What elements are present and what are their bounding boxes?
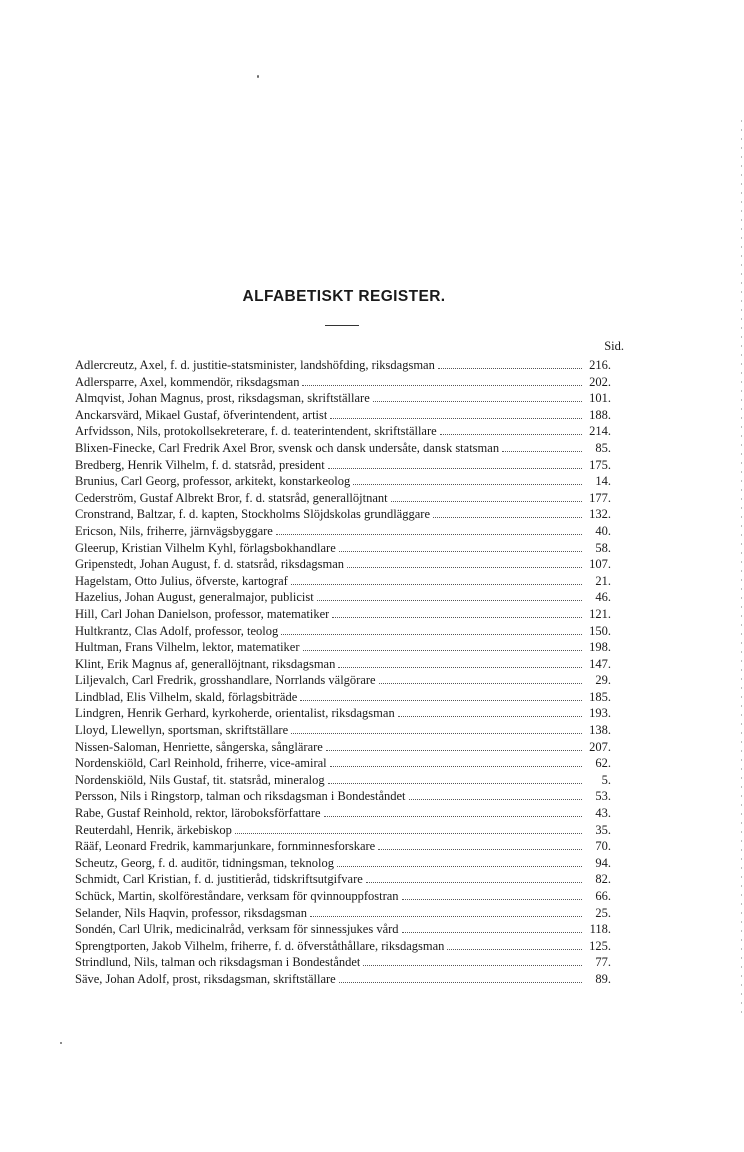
entry-text: Nordenskiöld, Carl Reinhold, friherre, vice-amiral <box>75 756 327 771</box>
dot-leader <box>379 683 582 684</box>
entry-page-number: 185. <box>589 689 611 704</box>
dot-leader <box>338 667 582 668</box>
dot-leader <box>447 949 582 950</box>
dot-leader <box>330 418 582 419</box>
entry-text: Klint, Erik Magnus af, generallöjtnant, riksdagsman <box>75 656 336 671</box>
dot-leader <box>433 517 582 518</box>
entry-text: Nordenskiöld, Nils Gustaf, tit. statsråd, mineralog <box>75 772 325 787</box>
page-title: ALFABETISKT REGISTER. <box>242 288 446 305</box>
entry-page-number: 62. <box>595 756 611 771</box>
dot-leader <box>328 783 582 784</box>
register-entry <box>75 855 611 872</box>
dot-leader <box>502 451 582 452</box>
entry-page-number: 58. <box>595 540 611 555</box>
dot-leader <box>402 932 582 933</box>
entry-text: Brunius, Carl Georg, professor, arkitekt, konstarkeolog <box>75 474 351 489</box>
entry-page-number: 94. <box>595 855 611 870</box>
register-entry <box>75 672 611 689</box>
dot-leader <box>366 882 582 883</box>
entry-text: Reuterdahl, Henrik, ärkebiskop <box>75 822 232 837</box>
register-entry <box>75 838 611 855</box>
entry-text: Liljevalch, Carl Fredrik, grosshandlare, Norrlands välgörare <box>75 673 376 688</box>
register-entry <box>75 788 611 805</box>
entry-page-number: 198. <box>589 640 611 655</box>
register-entry <box>75 374 611 391</box>
dot-leader <box>332 617 582 618</box>
dot-leader <box>373 401 582 402</box>
dot-leader <box>378 849 582 850</box>
register-entry <box>75 506 611 523</box>
register-entry <box>75 623 611 640</box>
dot-leader <box>326 750 582 751</box>
entry-text: Hazelius, Johan August, generalmajor, publicist <box>75 590 314 605</box>
register-entry <box>75 656 611 673</box>
entry-page-number: 216. <box>589 358 611 372</box>
register-entry <box>75 407 611 424</box>
entry-text: Gleerup, Kristian Vilhelm Kyhl, förlagsbokhandlare <box>75 540 336 555</box>
entry-text: Schück, Martin, skolföreståndare, verksam för qvinnouppfostran <box>75 889 399 903</box>
register-entry <box>75 606 611 623</box>
register-entry <box>75 639 611 656</box>
dot-leader <box>330 766 582 767</box>
entry-page-number: 147. <box>589 656 611 671</box>
entry-page-number: 21. <box>595 573 611 588</box>
dot-leader <box>291 584 582 585</box>
dot-leader <box>438 368 582 369</box>
dot-leader <box>291 733 582 734</box>
register-entry <box>75 573 611 590</box>
dot-leader <box>440 434 582 435</box>
entry-page-number: 177. <box>589 490 611 505</box>
entry-page-number: 101. <box>589 391 611 406</box>
entry-page-number: 5. <box>601 772 611 787</box>
entry-page-number: 43. <box>595 806 611 821</box>
entry-page-number: 70. <box>595 839 611 854</box>
dot-leader <box>339 551 582 552</box>
entry-page-number: 175. <box>589 457 611 472</box>
dot-leader <box>353 484 582 485</box>
dot-leader <box>347 567 582 568</box>
entry-text: Sondén, Carl Ulrik, medicinalråd, verksam för sinnessjukes vård <box>75 922 399 937</box>
dot-leader <box>317 600 582 601</box>
entry-text: Nissen-Saloman, Henriette, sångerska, sånglärare <box>75 739 323 754</box>
register-entry <box>75 540 611 557</box>
entry-page-number: 25. <box>595 905 611 920</box>
register-entry <box>75 423 611 440</box>
entry-text: Hultman, Frans Vilhelm, lektor, matematiker <box>75 640 300 655</box>
register-entry <box>75 805 611 822</box>
dot-leader <box>235 833 582 834</box>
entry-text: Hagelstam, Otto Julius, öfverste, kartograf <box>75 573 288 588</box>
entry-text: Rääf, Leonard Fredrik, kammarjunkare, fornminnesforskare <box>75 839 376 854</box>
entry-text: Selander, Nils Haqvin, professor, riksdagsman <box>75 905 307 920</box>
register-entry <box>75 739 611 756</box>
entry-page-number: 188. <box>589 407 611 422</box>
entry-text: Anckarsvärd, Mikael Gustaf, öfverintendent, artist <box>75 407 328 422</box>
entry-text: Sprengtporten, Jakob Vilhelm, friherre, f. d. öfverståthållare, riksdagsman <box>75 938 445 953</box>
dot-leader <box>276 534 582 535</box>
register-entry <box>75 473 611 490</box>
register-entry <box>75 905 611 922</box>
register-entry <box>75 357 611 374</box>
entry-page-number: 29. <box>595 673 611 688</box>
entry-page-number: 35. <box>595 822 611 837</box>
dot-leader <box>302 385 582 386</box>
entry-page-number: 46. <box>595 590 611 605</box>
register-entry <box>75 440 611 457</box>
entry-page-number: 66. <box>595 889 611 903</box>
entry-page-number: 107. <box>589 557 611 572</box>
entry-page-number: 40. <box>595 523 611 538</box>
entry-text: Lloyd, Llewellyn, sportsman, skriftställare <box>75 723 289 738</box>
dot-leader <box>398 716 582 717</box>
entry-text: Schmidt, Carl Kristian, f. d. justitieråd, tidskriftsutgifvare <box>75 872 363 887</box>
title-rule <box>325 325 359 326</box>
register-entry <box>75 888 611 905</box>
entry-text: Strindlund, Nils, talman och riksdagsman i Bondeståndet <box>75 955 361 970</box>
entry-page-number: 85. <box>595 440 611 455</box>
entry-text: Persson, Nils i Ringstorp, talman och riksdagsman i Bondeståndet <box>75 789 406 804</box>
entry-text: Almqvist, Johan Magnus, prost, riksdagsman, skriftställare <box>75 391 370 406</box>
entry-page-number: 138. <box>589 723 611 738</box>
dot-leader <box>303 650 582 651</box>
entry-text: Hill, Carl Johan Danielson, professor, matematiker <box>75 606 330 621</box>
dot-leader <box>281 634 582 635</box>
register-entry <box>75 490 611 507</box>
register-list <box>75 357 611 988</box>
entry-text: Gripenstedt, Johan August, f. d. statsråd, riksdagsman <box>75 557 345 572</box>
entry-text: Bredberg, Henrik Vilhelm, f. d. statsråd, president <box>75 457 325 472</box>
entry-page-number: 132. <box>589 507 611 522</box>
entry-page-number: 202. <box>589 374 611 389</box>
dot-leader <box>337 866 582 867</box>
entry-text: Lindblad, Elis Vilhelm, skald, förlagsbiträde <box>75 689 298 704</box>
register-entry <box>75 523 611 540</box>
dot-leader <box>300 700 582 701</box>
register-entry <box>75 556 611 573</box>
page-edge-marks <box>741 120 742 1020</box>
entry-page-number: 193. <box>589 706 611 721</box>
entry-page-number: 125. <box>589 938 611 953</box>
entry-text: Hultkrantz, Clas Adolf, professor, teolog <box>75 623 279 638</box>
register-entry <box>75 772 611 789</box>
page-column-header: Sid. <box>604 339 624 353</box>
register-entry <box>75 971 611 988</box>
entry-page-number: 214. <box>589 424 611 439</box>
register-entry <box>75 689 611 706</box>
entry-text: Cronstrand, Baltzar, f. d. kapten, Stockholms Slöjdskolas grundläggare <box>75 507 430 522</box>
entry-text: Blixen-Finecke, Carl Fredrik Axel Bror, svensk och dansk undersåte, dansk statsman <box>75 440 500 455</box>
entry-text: Scheutz, Georg, f. d. auditör, tidningsman, teknolog <box>75 855 334 870</box>
entry-text: Adlercreutz, Axel, f. d. justitie-statsminister, landshöfding, riksdagsman <box>75 358 435 372</box>
entry-text: Ericson, Nils, friherre, järnvägsbyggare <box>75 523 273 538</box>
dot-leader <box>328 468 582 469</box>
register-entry <box>75 871 611 888</box>
dot-leader <box>391 501 582 502</box>
entry-page-number: 14. <box>595 474 611 489</box>
register-entry <box>75 938 611 955</box>
entry-page-number: 207. <box>589 739 611 754</box>
register-entry <box>75 390 611 407</box>
dot-leader <box>310 916 582 917</box>
register-entry <box>75 705 611 722</box>
register-entry <box>75 722 611 739</box>
entry-page-number: 121. <box>589 606 611 621</box>
entry-page-number: 89. <box>595 971 611 986</box>
entry-text: Säve, Johan Adolf, prost, riksdagsman, skriftställare <box>75 971 336 986</box>
entry-text: Rabe, Gustaf Reinhold, rektor, läroboksförfattare <box>75 806 321 821</box>
register-entry <box>75 457 611 474</box>
dot-leader <box>324 816 582 817</box>
entry-text: Arfvidsson, Nils, protokollsekreterare, f. d. teaterintendent, skriftställare <box>75 424 437 439</box>
entry-text: Cederström, Gustaf Albrekt Bror, f. d. statsråd, generallöjtnant <box>75 490 388 505</box>
entry-page-number: 118. <box>589 922 611 937</box>
dot-leader <box>339 982 582 983</box>
register-entry <box>75 755 611 772</box>
dot-leader <box>363 965 582 966</box>
entry-page-number: 53. <box>595 789 611 804</box>
entry-page-number: 82. <box>595 872 611 887</box>
register-entry <box>75 589 611 606</box>
entry-page-number: 77. <box>595 955 611 970</box>
entry-text: Lindgren, Henrik Gerhard, kyrkoherde, orientalist, riksdagsman <box>75 706 395 721</box>
register-entry <box>75 822 611 839</box>
page-speck <box>60 1042 62 1044</box>
register-entry <box>75 954 611 971</box>
register-entry <box>75 921 611 938</box>
dot-leader <box>409 799 582 800</box>
page-speck <box>257 75 259 78</box>
dot-leader <box>402 899 582 900</box>
entry-text: Adlersparre, Axel, kommendör, riksdagsman <box>75 374 300 389</box>
entry-page-number: 150. <box>589 623 611 638</box>
